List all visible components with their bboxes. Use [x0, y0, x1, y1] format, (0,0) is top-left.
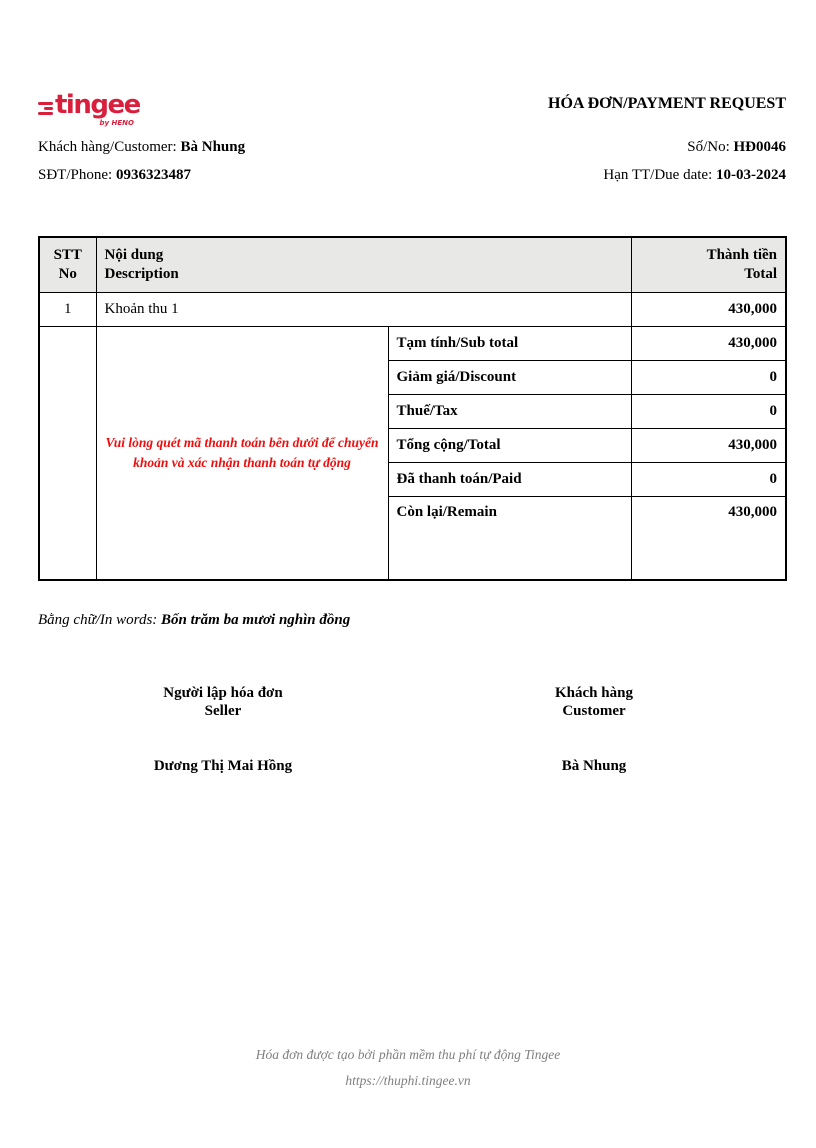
row-stt: 1	[39, 292, 96, 326]
row-total: 430,000	[631, 292, 786, 326]
paid-label: Đã thanh toán/Paid	[388, 462, 631, 496]
invoice-no-label: Số/No:	[687, 139, 730, 155]
logo-brand-text: tingee	[55, 90, 140, 120]
signature-section	[0, 684, 816, 775]
invoice-header	[38, 92, 786, 127]
footer-url-link[interactable]: https://thuphi.tingee.vn	[345, 1073, 471, 1088]
due-date-value: 10-03-2024	[716, 167, 786, 183]
tax-label: Thuế/Tax	[388, 394, 631, 428]
payment-notice-cell	[96, 326, 388, 580]
document-title: HÓA ĐƠN/PAYMENT REQUEST	[548, 95, 786, 112]
subtotal-value: 430,000	[631, 326, 786, 360]
phone-label: SĐT/Phone:	[38, 167, 113, 183]
amount-in-words	[38, 612, 786, 629]
customer-name: Bà Nhung	[561, 758, 627, 774]
payment-notice-text: Vui lòng quét mã thanh toán bên dưới để chuyển khoản và xác nhận thanh toán tự động	[105, 435, 379, 470]
summary-row-subtotal	[39, 326, 786, 360]
due-date-label: Hạn TT/Due date:	[603, 167, 713, 183]
page-footer	[0, 1046, 816, 1090]
tax-value: 0	[631, 394, 786, 428]
col-header-description: Nội dung Description	[96, 237, 631, 292]
customer-line	[38, 138, 245, 157]
info-row-2	[38, 166, 786, 185]
speed-lines-icon	[38, 102, 53, 115]
remain-value: 430,000	[631, 496, 786, 580]
invoice-table	[38, 236, 787, 581]
paid-value: 0	[631, 462, 786, 496]
customer-signature-block	[444, 684, 744, 775]
customer-value: Bà Nhung	[180, 139, 246, 155]
info-row-1	[38, 138, 786, 157]
invoice-no-line	[687, 138, 786, 157]
footer-tagline: Hóa đơn được tạo bởi phần mềm thu phí tự động Tingee	[255, 1047, 561, 1062]
subtotal-label: Tạm tính/Sub total	[388, 326, 631, 360]
discount-label: Giảm giá/Discount	[388, 360, 631, 394]
in-words-label: Bằng chữ/In words:	[38, 612, 158, 628]
due-date-line	[603, 166, 786, 185]
customer-title: Khách hàng Customer	[555, 685, 633, 719]
discount-value: 0	[631, 360, 786, 394]
seller-signature-block	[73, 684, 373, 775]
col-header-total: Thành tiền Total	[631, 237, 786, 292]
tingee-logo	[38, 92, 138, 127]
table-header-row	[39, 237, 786, 292]
col-header-stt: STT No	[39, 237, 96, 292]
customer-label: Khách hàng/Customer:	[38, 139, 177, 155]
phone-line	[38, 166, 191, 185]
phone-value: 0936323487	[115, 167, 191, 183]
logo-byline: by HENO	[99, 119, 134, 127]
remain-label: Còn lại/Remain	[388, 496, 631, 580]
seller-name: Dương Thị Mai Hồng	[153, 758, 293, 774]
table-row	[39, 292, 786, 326]
total-value: 430,000	[631, 428, 786, 462]
invoice-no-value: HĐ0046	[733, 139, 786, 155]
empty-stt-cell	[39, 326, 96, 580]
total-label: Tổng cộng/Total	[388, 428, 631, 462]
in-words-value: Bốn trăm ba mươi nghìn đồng	[161, 612, 351, 628]
row-description: Khoản thu 1	[96, 292, 631, 326]
seller-title: Người lập hóa đơn Seller	[163, 685, 283, 719]
